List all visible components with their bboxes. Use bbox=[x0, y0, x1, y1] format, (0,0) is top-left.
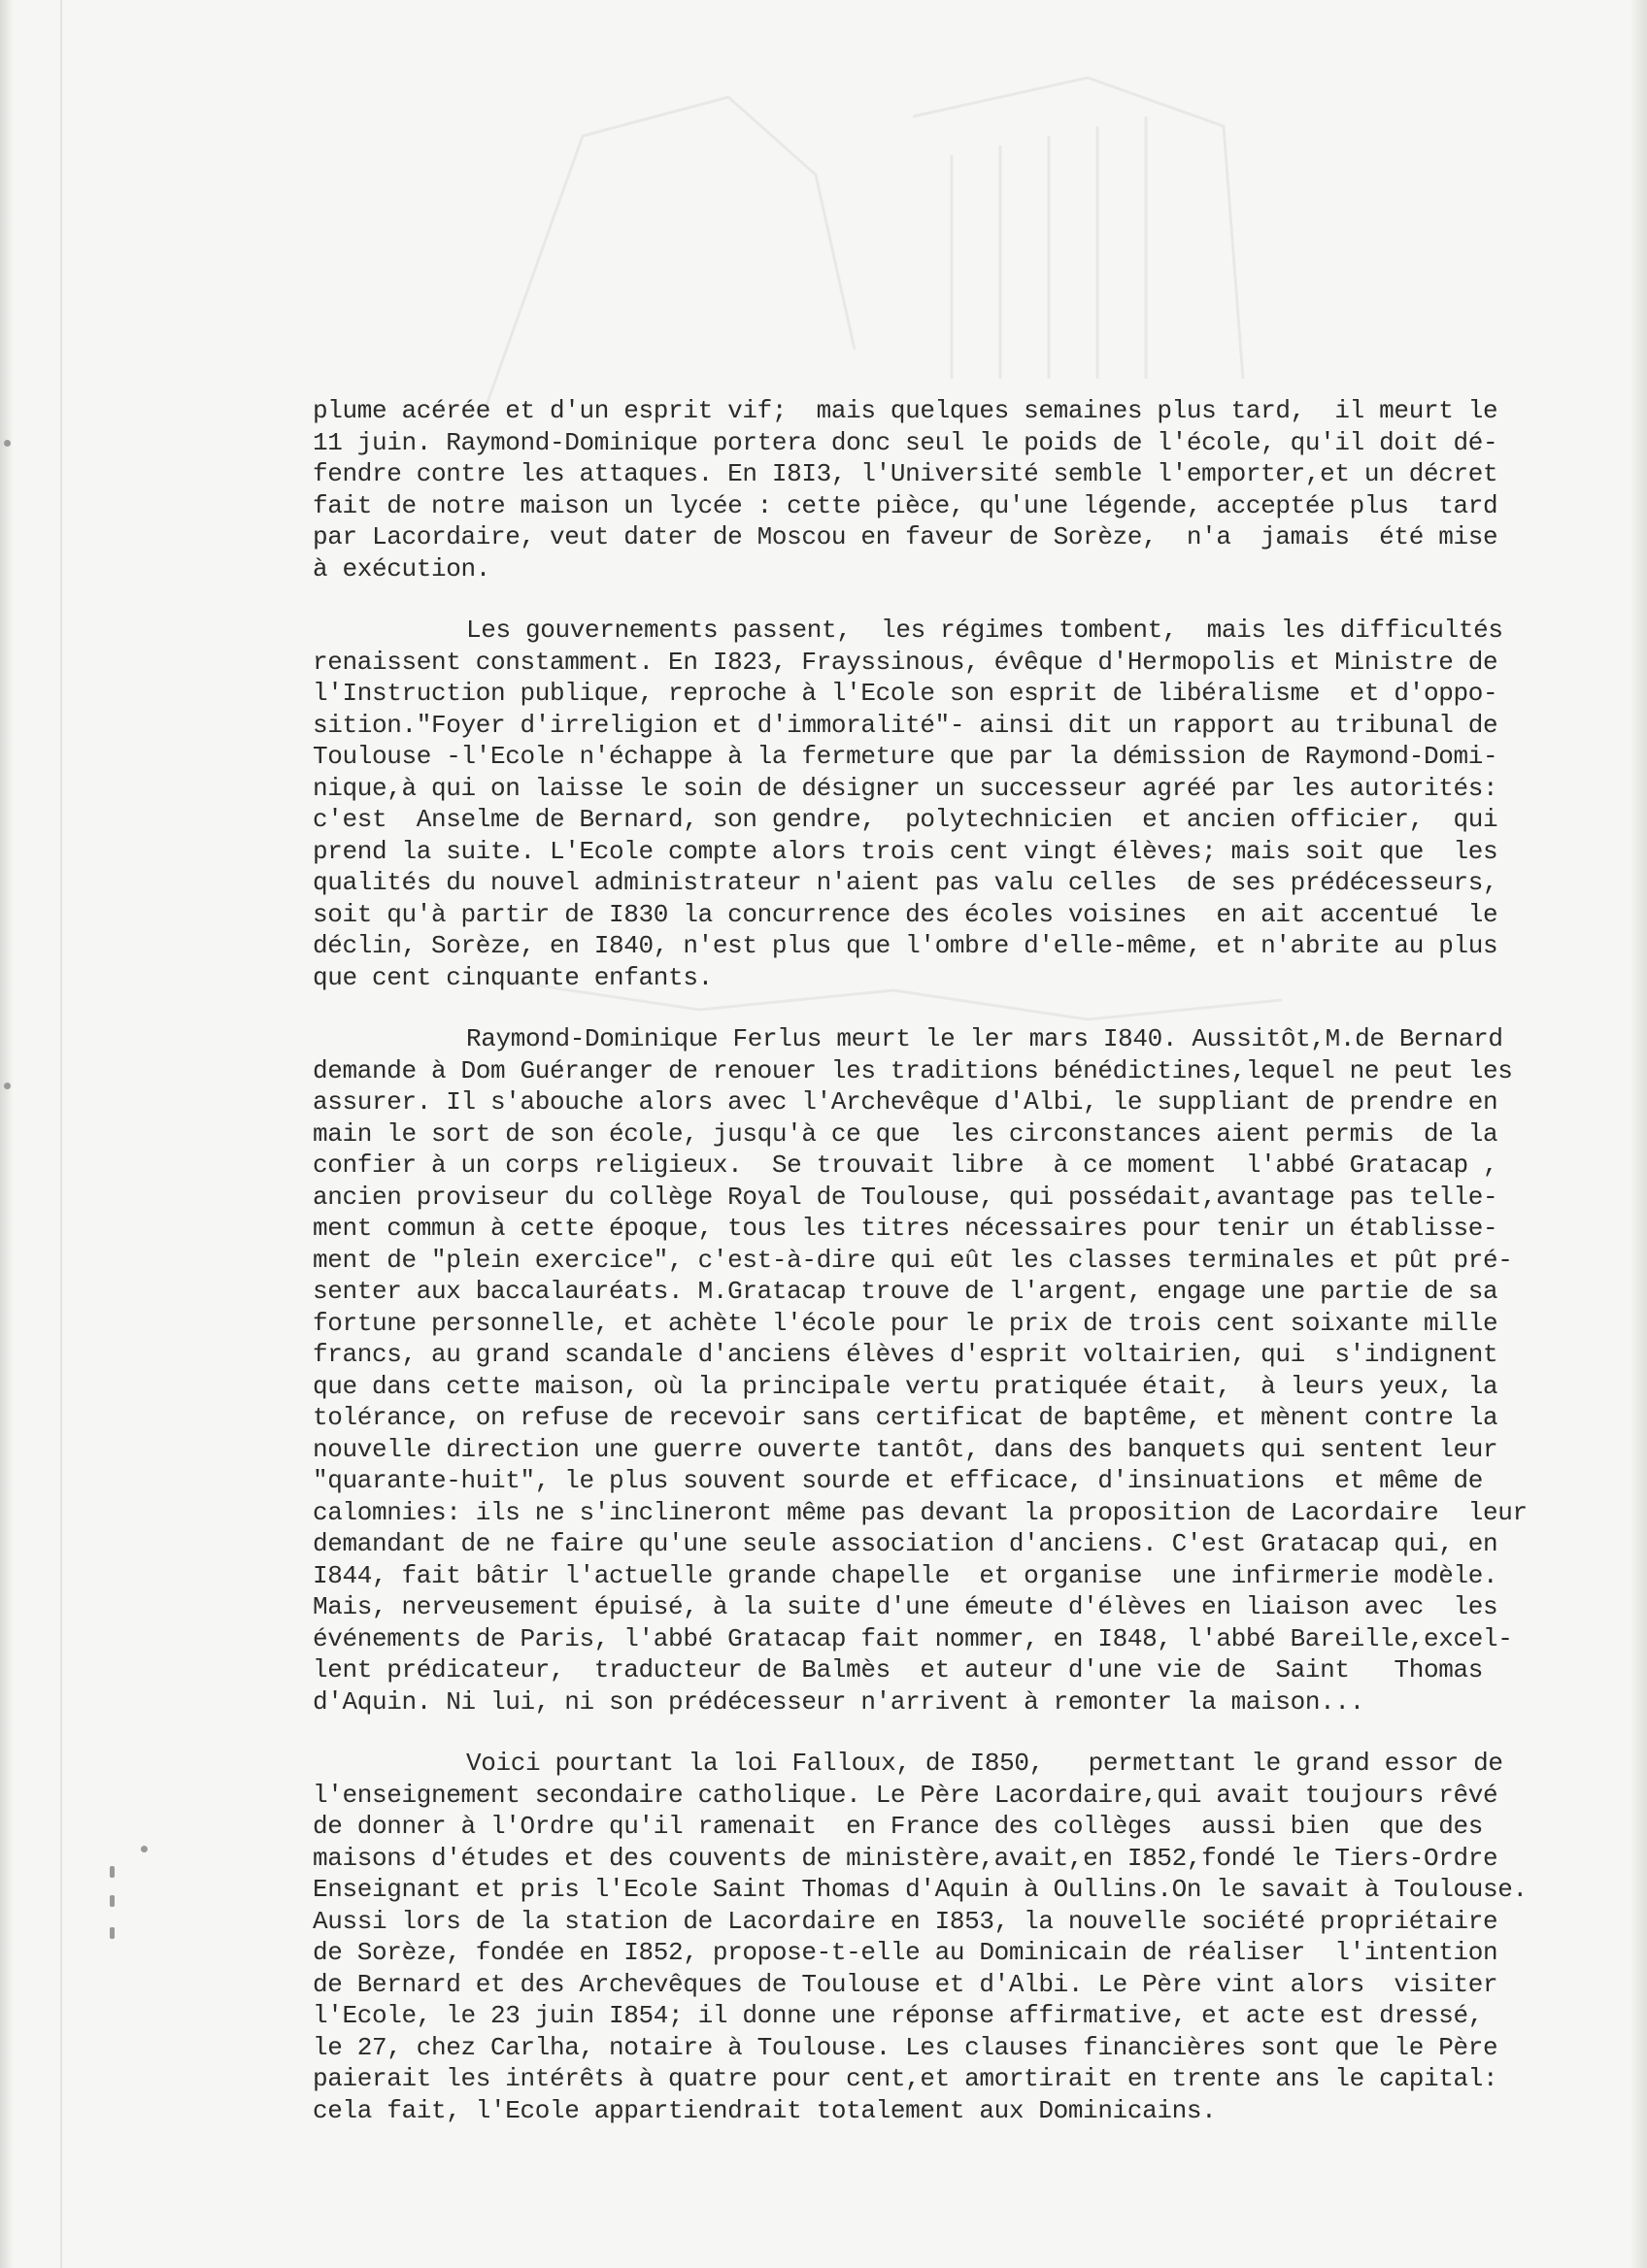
text-line: Raymond-Dominique Ferlus meurt le ler mars I840. Aussitôt,M.de Bernard bbox=[466, 1024, 1503, 1053]
text-line: ment commun à cette époque, tous les titres nécessaires pour tenir un établisse- bbox=[313, 1214, 1498, 1243]
paragraph bbox=[313, 1748, 1556, 2126]
text-line: lent prédicateur, traducteur de Balmès et auteur d'une vie de Saint Thomas bbox=[313, 1655, 1483, 1684]
text-line: Voici pourtant la loi Falloux, de I850, permettant le grand essor de bbox=[466, 1749, 1503, 1778]
text-line: de Bernard et des Archevêques de Toulouse et d'Albi. Le Père vint alors visiter bbox=[313, 1969, 1498, 1999]
page-left-edge bbox=[0, 0, 14, 2268]
text-line: calomnies: ils ne s'inclineront même pas devant la proposition de Lacordaire leur bbox=[313, 1497, 1528, 1527]
body-text bbox=[313, 395, 1556, 2156]
margin-mark bbox=[110, 1927, 115, 1939]
margin-mark bbox=[4, 440, 11, 447]
margin-mark bbox=[110, 1895, 115, 1907]
text-line: fortune personnelle, et achète l'école pour le prix de trois cent soixante mille bbox=[313, 1308, 1498, 1338]
text-line: cela fait, l'Ecole appartiendrait totalement aux Dominicains. bbox=[313, 2095, 1217, 2125]
text-line: confier à un corps religieux. Se trouvait libre à ce moment l'abbé Gratacap , bbox=[313, 1151, 1498, 1180]
text-line: Enseignant et pris l'Ecole Saint Thomas d'Aquin à Oullins.On le savait à Toulouse. bbox=[313, 1875, 1528, 1904]
paragraph bbox=[313, 395, 1556, 584]
text-line: Toulouse -l'Ecole n'échappe à la fermeture que par la démission de Raymond-Domi- bbox=[313, 742, 1498, 771]
text-line: à exécution. bbox=[313, 553, 491, 584]
text-line: de Sorèze, fondée en I852, propose-t-elle au Dominicain de réaliser l'intention bbox=[313, 1938, 1498, 1967]
text-line: Aussi lors de la station de Lacordaire en I853, la nouvelle société propriétaire bbox=[313, 1906, 1498, 1936]
text-line: d'Aquin. Ni lui, ni son prédécesseur n'arrivent à remonter la maison... bbox=[313, 1686, 1364, 1717]
text-line: paierait les intérêts à quatre pour cent,et amortirait en trente ans le capital: bbox=[313, 2064, 1498, 2093]
text-line: francs, au grand scandale d'anciens élèves d'esprit voltairien, qui s'indignent bbox=[313, 1340, 1498, 1369]
text-line: plume acérée et d'un esprit vif; mais quelques semaines plus tard, il meurt le bbox=[313, 396, 1498, 425]
margin-mark bbox=[141, 1846, 148, 1852]
text-line: événements de Paris, l'abbé Gratacap fait nommer, en I848, l'abbé Bareille,excel- bbox=[313, 1623, 1513, 1653]
text-line: ancien proviseur du collège Royal de Toulouse, qui possédait,avantage pas telle- bbox=[313, 1182, 1498, 1212]
text-line: fendre contre les attaques. En I8I3, l'Université semble l'emporter,et un décret bbox=[313, 459, 1498, 488]
binding-line bbox=[60, 0, 62, 2268]
text-line: qualités du nouvel administrateur n'aient pas valu celles de ses prédécesseurs, bbox=[313, 868, 1498, 897]
text-line: déclin, Sorèze, en I840, n'est plus que l'ombre d'elle-même, et n'abrite au plus bbox=[313, 931, 1498, 960]
text-line: prend la suite. L'Ecole compte alors trois cent vingt élèves; mais soit que les bbox=[313, 836, 1498, 866]
text-line: que dans cette maison, où la principale vertu pratiquée était, à leurs yeux, la bbox=[313, 1371, 1498, 1401]
text-line: nouvelle direction une guerre ouverte tantôt, dans des banquets qui sentent leur bbox=[313, 1434, 1498, 1464]
page-right-edge bbox=[1630, 0, 1647, 2268]
text-line: par Lacordaire, veut dater de Moscou en faveur de Sorèze, n'a jamais été mise bbox=[313, 522, 1498, 551]
text-line: Les gouvernements passent, les régimes tombent, mais les difficultés bbox=[466, 616, 1503, 645]
text-line: maisons d'études et des couvents de ministère,avait,en I852,fondé le Tiers-Ordre bbox=[313, 1843, 1498, 1873]
margin-mark bbox=[4, 1083, 11, 1089]
text-line: l'Ecole, le 23 juin I854; il donne une réponse affirmative, et acte est dressé, bbox=[313, 2001, 1483, 2030]
text-line: senter aux baccalauréats. M.Gratacap trouve de l'argent, engage une partie de sa bbox=[313, 1277, 1498, 1306]
text-line: I844, fait bâtir l'actuelle grande chapelle et organise une infirmerie modèle. bbox=[313, 1560, 1498, 1590]
text-line: c'est Anselme de Bernard, son gendre, polytechnicien et ancien officier, qui bbox=[313, 805, 1498, 834]
text-line: sition."Foyer d'irreligion et d'immoralité"- ainsi dit un rapport au tribunal de bbox=[313, 710, 1498, 740]
text-line: renaissent constamment. En I823, Frayssinous, évêque d'Hermopolis et Ministre de bbox=[313, 647, 1498, 677]
text-line: de donner à l'Ordre qu'il ramenait en France des collèges aussi bien que des bbox=[313, 1812, 1483, 1841]
text-line: l'enseignement secondaire catholique. Le Père Lacordaire,qui avait toujours rêvé bbox=[313, 1780, 1498, 1810]
text-line: fait de notre maison un lycée : cette pièce, qu'une légende, acceptée plus tard bbox=[313, 490, 1498, 520]
paragraph bbox=[313, 1023, 1556, 1718]
margin-mark bbox=[110, 1866, 115, 1878]
text-line: demande à Dom Guéranger de renouer les traditions bénédictines,lequel ne peut les bbox=[313, 1055, 1513, 1085]
text-line: que cent cinquante enfants. bbox=[313, 962, 713, 992]
text-line: main le sort de son école, jusqu'à ce que les circonstances aient permis de la bbox=[313, 1118, 1498, 1149]
text-line: ment de "plein exercice", c'est-à-dire qui eût les classes terminales et pût pré- bbox=[313, 1245, 1513, 1275]
text-line: nique,à qui on laisse le soin de désigner un successeur agréé par les autorités: bbox=[313, 773, 1498, 803]
paragraph bbox=[313, 615, 1556, 993]
text-line: tolérance, on refuse de recevoir sans certificat de baptême, et mènent contre la bbox=[313, 1403, 1498, 1432]
text-line: le 27, chez Carlha, notaire à Toulouse. Les clauses financières sont que le Père bbox=[313, 2032, 1498, 2062]
text-line: assurer. Il s'abouche alors avec l'Archevêque d'Albi, le suppliant de prendre en bbox=[313, 1087, 1498, 1117]
text-line: Mais, nerveusement épuisé, à la suite d'une émeute d'élèves en liaison avec les bbox=[313, 1592, 1498, 1621]
text-line: 11 juin. Raymond-Dominique portera donc seul le poids de l'école, qu'il doit dé- bbox=[313, 427, 1498, 457]
text-line: demandant de ne faire qu'une seule association d'anciens. C'est Gratacap qui, en bbox=[313, 1529, 1498, 1558]
text-line: "quarante-huit", le plus souvent sourde et efficace, d'insinuations et même de bbox=[313, 1466, 1483, 1495]
text-line: soit qu'à partir de I830 la concurrence des écoles voisines en ait accentué le bbox=[313, 899, 1498, 929]
text-line: l'Instruction publique, reproche à l'Ecole son esprit de libéralisme et d'oppo- bbox=[313, 679, 1498, 708]
